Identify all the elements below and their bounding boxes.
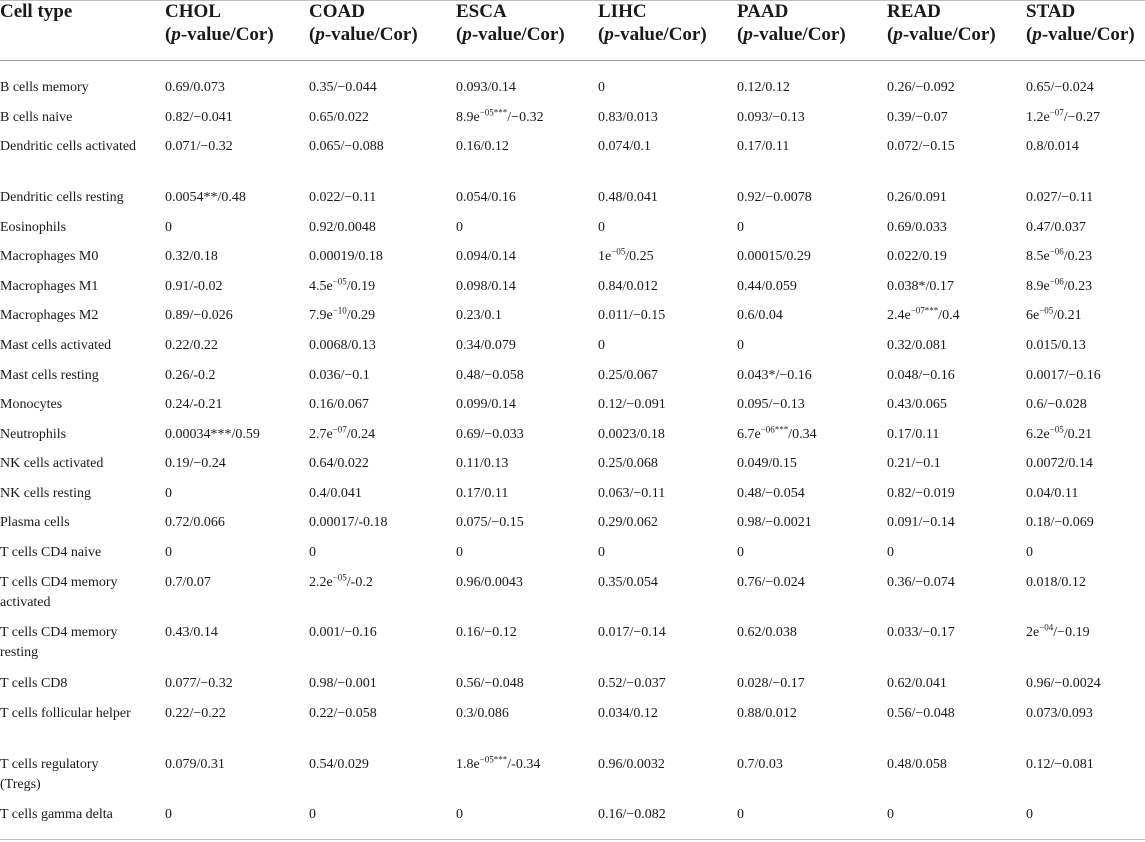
table-cell: 0.48/−0.058 bbox=[456, 368, 524, 383]
table-cell: 0 bbox=[737, 220, 744, 235]
table-cell: 0 bbox=[165, 807, 172, 822]
table-cell: 0 bbox=[887, 807, 894, 822]
row-label: T cells follicular helper bbox=[0, 706, 131, 721]
table-cell: 0 bbox=[598, 80, 605, 95]
table-cell: 0.12/−0.081 bbox=[1026, 757, 1094, 772]
header-subtitle: (p-value/Cor) bbox=[887, 24, 996, 45]
table-cell: 0.96/0.0043 bbox=[456, 575, 523, 590]
table-cell: 0.00019/0.18 bbox=[309, 249, 383, 264]
table-cell: 0.017/−0.14 bbox=[598, 625, 666, 640]
table-cell: $1.2e^{-07}/-0.27$ bbox=[1026, 107, 1101, 125]
table-cell: 0.17/0.11 bbox=[737, 139, 790, 154]
row-label: Eosinophils bbox=[0, 220, 67, 235]
table-cell: 0.65/0.022 bbox=[309, 110, 369, 125]
table-cell: 0 bbox=[165, 486, 172, 501]
table-cell: 0.22/0.22 bbox=[165, 338, 218, 353]
row-label: B cells naive bbox=[0, 110, 73, 125]
table-cell: 0.82/−0.041 bbox=[165, 110, 233, 125]
table-cell: 0.00015/0.29 bbox=[737, 249, 811, 264]
table-cell: 0.32/0.18 bbox=[165, 249, 218, 264]
table-cell: 0.72/0.066 bbox=[165, 515, 225, 530]
row-label: Monocytes bbox=[0, 397, 63, 412]
table-cell: 0.00034***/0.59 bbox=[165, 427, 260, 442]
table-cell: 0.038*/0.17 bbox=[887, 279, 954, 294]
table-cell: 0 bbox=[598, 338, 605, 353]
table-cell: 0.04/0.11 bbox=[1026, 486, 1079, 501]
row-label: Macrophages M1 bbox=[0, 279, 99, 294]
table-cell: 0.091/−0.14 bbox=[887, 515, 955, 530]
table-cell: 0.036/−0.1 bbox=[309, 368, 370, 383]
table-cell: 0.76/−0.024 bbox=[737, 575, 805, 590]
row-label: Dendritic cells resting bbox=[0, 190, 124, 205]
table-cell: 0.25/0.067 bbox=[598, 368, 658, 383]
header-label: READ bbox=[887, 1, 941, 22]
table-cell: 0.6/−0.028 bbox=[1026, 397, 1087, 412]
header-chol bbox=[165, 0, 274, 46]
table-cell: $2.7e^{-07}/0.24$ bbox=[309, 424, 376, 442]
table-cell: $6.7e^{-06***}/0.34$ bbox=[737, 424, 817, 442]
table-cell: $7.9e^{-10}/0.29$ bbox=[309, 305, 376, 323]
table-cell: 0.62/0.038 bbox=[737, 625, 797, 640]
table-cell: 0.98/−0.0021 bbox=[737, 515, 812, 530]
table-cell: 0.0072/0.14 bbox=[1026, 456, 1093, 471]
table-cell: 0.094/0.14 bbox=[456, 249, 516, 264]
table-cell: 0.16/0.067 bbox=[309, 397, 369, 412]
row-label: Mast cells activated bbox=[0, 338, 112, 353]
table-cell: 0.92/−0.0078 bbox=[737, 190, 812, 205]
table-cell: 0.0023/0.18 bbox=[598, 427, 665, 442]
table-cell: 0.32/0.081 bbox=[887, 338, 947, 353]
table-cell: 0.47/0.037 bbox=[1026, 220, 1086, 235]
header-lihc bbox=[598, 0, 707, 46]
table-cell: 0 bbox=[456, 220, 463, 235]
table-cell: $1.8e^{-05***}/-0.34$ bbox=[456, 754, 541, 772]
row-label: T cells CD4 naive bbox=[0, 545, 102, 560]
table-cell: 0.093/−0.13 bbox=[737, 110, 805, 125]
table-cell: 0.26/0.091 bbox=[887, 190, 947, 205]
table-cell: 0.69/0.073 bbox=[165, 80, 225, 95]
table-cell: 0.8/0.014 bbox=[1026, 139, 1079, 154]
table-cell: 0.39/−0.07 bbox=[887, 110, 948, 125]
table-cell: 0.16/0.12 bbox=[456, 139, 509, 154]
table-cell: 0.34/0.079 bbox=[456, 338, 516, 353]
table-cell: $8.5e^{-06}/0.23$ bbox=[1026, 246, 1093, 264]
table-cell: 0.079/0.31 bbox=[165, 757, 225, 772]
table-cell: 0.26/−0.092 bbox=[887, 80, 955, 95]
table-cell: 0.92/0.0048 bbox=[309, 220, 376, 235]
table-cell: 0.44/0.059 bbox=[737, 279, 797, 294]
table-cell: $8.9e^{-06}/0.23$ bbox=[1026, 276, 1093, 294]
table-bottom-rule bbox=[0, 839, 1145, 840]
table-cell: 0.54/0.029 bbox=[309, 757, 369, 772]
table-cell: $6.2e^{-05}/0.21$ bbox=[1026, 424, 1093, 442]
table-cell: 0.3/0.086 bbox=[456, 706, 509, 721]
table-cell: 0 bbox=[737, 545, 744, 560]
header-read bbox=[887, 0, 996, 46]
table-cell: 0 bbox=[1026, 807, 1033, 822]
table-cell: 0.36/−0.074 bbox=[887, 575, 955, 590]
table-cell: $2.4e^{-07***}/0.4$ bbox=[887, 305, 960, 323]
table-cell: 0 bbox=[887, 545, 894, 560]
table-cell: 0.049/0.15 bbox=[737, 456, 797, 471]
table-cell: 0.96/0.0032 bbox=[598, 757, 665, 772]
row-label: Dendritic cells activated bbox=[0, 139, 137, 154]
table-cell: 0.83/0.013 bbox=[598, 110, 658, 125]
table-cell: $6e^{-05}/0.21$ bbox=[1026, 305, 1082, 323]
table-cell: $2e^{-04}/-0.19$ bbox=[1026, 622, 1090, 640]
table-cell: 0.64/0.022 bbox=[309, 456, 369, 471]
table-cell: 0 bbox=[598, 545, 605, 560]
table-cell: 0.29/0.062 bbox=[598, 515, 658, 530]
header-coad bbox=[309, 0, 418, 46]
table-cell: 0.35/−0.044 bbox=[309, 80, 377, 95]
table-cell: 0.028/−0.17 bbox=[737, 676, 805, 691]
table-cell: 0.022/−0.11 bbox=[309, 190, 377, 205]
header-subtitle: (p-value/Cor) bbox=[456, 24, 565, 45]
table-cell: 0.015/0.13 bbox=[1026, 338, 1086, 353]
header-esca bbox=[456, 0, 565, 46]
table-cell: 0 bbox=[165, 220, 172, 235]
table-cell: 0.054/0.16 bbox=[456, 190, 516, 205]
row-label: T cells gamma delta bbox=[0, 807, 113, 822]
row-label: B cells memory bbox=[0, 80, 89, 95]
table-cell: 0.48/−0.054 bbox=[737, 486, 805, 501]
table-cell: 0.072/−0.15 bbox=[887, 139, 955, 154]
table-cell: 0.17/0.11 bbox=[887, 427, 940, 442]
table-cell: 0.56/−0.048 bbox=[456, 676, 524, 691]
table-cell: 0.063/−0.11 bbox=[598, 486, 666, 501]
table-cell: $2.2e^{-05}/-0.2$ bbox=[309, 572, 373, 590]
header-label: COAD bbox=[309, 1, 365, 22]
table-cell: 0.048/−0.16 bbox=[887, 368, 955, 383]
table-cell: 0.62/0.041 bbox=[887, 676, 947, 691]
table-cell: 0.17/0.11 bbox=[456, 486, 509, 501]
row-label: T cells CD8 bbox=[0, 676, 68, 691]
table-cell: 0.88/0.012 bbox=[737, 706, 797, 721]
table-cell: $8.9e^{-05***}/-0.32$ bbox=[456, 107, 544, 125]
table-cell: 0 bbox=[1026, 545, 1033, 560]
table-cell: 0.7/0.07 bbox=[165, 575, 211, 590]
table-cell: 0 bbox=[737, 807, 744, 822]
table-cell: 0.065/−0.088 bbox=[309, 139, 384, 154]
table-cell: 0 bbox=[309, 545, 316, 560]
table-cell: 0.35/0.054 bbox=[598, 575, 658, 590]
table-cell: 0.48/0.041 bbox=[598, 190, 658, 205]
table-cell: 0 bbox=[737, 338, 744, 353]
table-cell: 0.011/−0.15 bbox=[598, 308, 666, 323]
table-cell: 0.12/0.12 bbox=[737, 80, 790, 95]
table-cell: 0.19/−0.24 bbox=[165, 456, 226, 471]
table-cell: 0.22/−0.22 bbox=[165, 706, 226, 721]
table-cell: 0.65/−0.024 bbox=[1026, 80, 1094, 95]
table-cell: 0.23/0.1 bbox=[456, 308, 502, 323]
header-label: STAD bbox=[1026, 1, 1076, 22]
header-subtitle: (p-value/Cor) bbox=[165, 24, 274, 45]
table-cell: 0.098/0.14 bbox=[456, 279, 516, 294]
table-cell: 0.21/−0.1 bbox=[887, 456, 941, 471]
header-cell-type bbox=[0, 0, 72, 23]
header-label: ESCA bbox=[456, 1, 507, 22]
table-cell: 0.96/−0.0024 bbox=[1026, 676, 1101, 691]
table-cell: 0.4/0.041 bbox=[309, 486, 362, 501]
row-label: Plasma cells bbox=[0, 515, 70, 530]
table-cell: 0 bbox=[165, 545, 172, 560]
table-cell: 0.98/−0.001 bbox=[309, 676, 377, 691]
table-cell: 0.6/0.04 bbox=[737, 308, 783, 323]
table-cell: 0 bbox=[598, 220, 605, 235]
header-subtitle: (p-value/Cor) bbox=[598, 24, 707, 45]
table-cell: 0.018/0.12 bbox=[1026, 575, 1086, 590]
table-cell: 0.82/−0.019 bbox=[887, 486, 955, 501]
table-cell: 0.043*/−0.16 bbox=[737, 368, 812, 383]
table-cell: 0.099/0.14 bbox=[456, 397, 516, 412]
row-label: T cells CD4 memory activated bbox=[0, 575, 118, 610]
table-cell: 0.16/−0.082 bbox=[598, 807, 666, 822]
table-cell: 0.7/0.03 bbox=[737, 757, 783, 772]
header-subtitle: (p-value/Cor) bbox=[309, 24, 418, 45]
header-cell-type-label: Cell type bbox=[0, 1, 73, 22]
table-cell: 0.43/0.065 bbox=[887, 397, 947, 412]
table-cell: 0.18/−0.069 bbox=[1026, 515, 1094, 530]
table-cell: 0 bbox=[456, 545, 463, 560]
table-cell: 0.11/0.13 bbox=[456, 456, 509, 471]
table-cell: 0.12/−0.091 bbox=[598, 397, 666, 412]
table-cell: 0.0068/0.13 bbox=[309, 338, 376, 353]
table-cell: 0.0017/−0.16 bbox=[1026, 368, 1101, 383]
table-cell: 0.69/0.033 bbox=[887, 220, 947, 235]
table-cell: 0.43/0.14 bbox=[165, 625, 218, 640]
header-rule bbox=[0, 60, 1145, 61]
table-cell: 0.24/-0.21 bbox=[165, 397, 223, 412]
table-cell: 0.16/−0.12 bbox=[456, 625, 517, 640]
row-label: T cells CD4 memory resting bbox=[0, 625, 118, 660]
table-cell: 0.89/−0.026 bbox=[165, 308, 233, 323]
row-label: Neutrophils bbox=[0, 427, 67, 442]
header-subtitle: (p-value/Cor) bbox=[1026, 24, 1135, 45]
table-cell: 0.84/0.012 bbox=[598, 279, 658, 294]
table-cell: 0.001/−0.16 bbox=[309, 625, 377, 640]
table-cell: 0.033/−0.17 bbox=[887, 625, 955, 640]
header-paad bbox=[737, 0, 846, 46]
header-label: CHOL bbox=[165, 1, 221, 22]
header-subtitle: (p-value/Cor) bbox=[737, 24, 846, 45]
table-cell: 0.077/−0.32 bbox=[165, 676, 233, 691]
table-cell: 0 bbox=[456, 807, 463, 822]
table-cell: 0.00017/-0.18 bbox=[309, 515, 388, 530]
table-cell: 0.26/-0.2 bbox=[165, 368, 216, 383]
row-label: NK cells activated bbox=[0, 456, 104, 471]
table-cell: 0.25/0.068 bbox=[598, 456, 658, 471]
row-label: Macrophages M2 bbox=[0, 308, 99, 323]
table-cell: 0.093/0.14 bbox=[456, 80, 516, 95]
table-cell: 0.074/0.1 bbox=[598, 139, 651, 154]
table-cell: 0.073/0.093 bbox=[1026, 706, 1093, 721]
table-cell: 0.22/−0.058 bbox=[309, 706, 377, 721]
table-cell: 0.48/0.058 bbox=[887, 757, 947, 772]
table-cell: 0.075/−0.15 bbox=[456, 515, 524, 530]
table-cell: 0.095/−0.13 bbox=[737, 397, 805, 412]
table-cell: 0.071/−0.32 bbox=[165, 139, 233, 154]
row-label: NK cells resting bbox=[0, 486, 91, 501]
table-cell: 0.0054**/0.48 bbox=[165, 190, 246, 205]
header-label: LIHC bbox=[598, 1, 647, 22]
table-cell: 0.027/−0.11 bbox=[1026, 190, 1094, 205]
table-cell: 0 bbox=[309, 807, 316, 822]
table-cell: 0.69/−0.033 bbox=[456, 427, 524, 442]
header-label: PAAD bbox=[737, 1, 789, 22]
table-cell: 0.52/−0.037 bbox=[598, 676, 666, 691]
row-label: T cells regulatory (Tregs) bbox=[0, 757, 99, 792]
table-cell: 0.034/0.12 bbox=[598, 706, 658, 721]
table-cell: 0.022/0.19 bbox=[887, 249, 947, 264]
table-cell: $1e^{-05}/0.25$ bbox=[598, 246, 654, 264]
table-cell: 0.91/-0.02 bbox=[165, 279, 223, 294]
table-cell: 0.56/−0.048 bbox=[887, 706, 955, 721]
table-cell: $4.5e^{-05}/0.19$ bbox=[309, 276, 376, 294]
row-label: Mast cells resting bbox=[0, 368, 99, 383]
header-stad bbox=[1026, 0, 1135, 46]
row-label: Macrophages M0 bbox=[0, 249, 99, 264]
